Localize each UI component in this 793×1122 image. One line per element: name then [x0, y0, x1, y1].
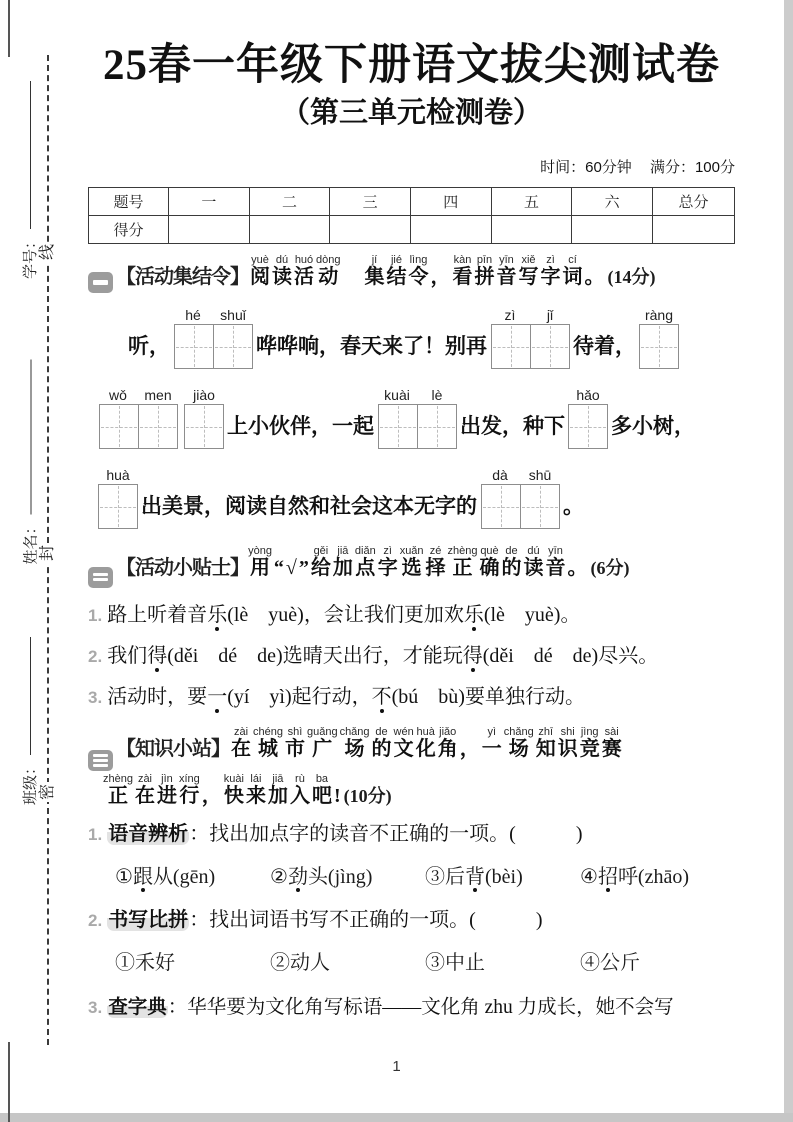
pinyin-row [173, 307, 253, 323]
ruby-char: 音yīn [545, 545, 566, 579]
writing-box-group [639, 307, 679, 369]
score-input-cell[interactable] [330, 216, 411, 244]
question-item [88, 995, 735, 1021]
tianzige-box[interactable] [530, 324, 570, 369]
writing-box-group [480, 467, 560, 529]
text-run: (děi dé de)选晴天出行，才能玩 [167, 644, 463, 667]
sentence-text: 出发，种下 [460, 414, 565, 438]
ruby-char: 令lìng [408, 254, 429, 288]
text-run: ④公斤 [580, 951, 640, 974]
exam-meta [88, 156, 735, 177]
ruby-char: 场chǎng [339, 725, 370, 760]
boxes-row [639, 324, 679, 369]
question-item [88, 643, 735, 670]
score-header-cell: 五 [491, 188, 572, 216]
dotted-char: 背 [465, 860, 485, 889]
ruby-char: √ [285, 557, 297, 579]
option [115, 860, 270, 889]
name-label [20, 345, 41, 565]
fill-line-1 [128, 307, 735, 369]
ruby-char: 城chéng [253, 725, 283, 760]
text-run: ① [115, 865, 133, 888]
ruby-char: 正zhèng [447, 545, 478, 579]
question-item [88, 602, 735, 629]
student-id-blank[interactable] [30, 81, 31, 229]
page-number: 1 [392, 1058, 401, 1075]
score-input-cell[interactable] [572, 216, 653, 244]
boxes-row [184, 404, 224, 449]
ruby-char: 市shì [284, 725, 305, 760]
section-1-instruction [249, 254, 605, 288]
item-label: 查字典 [108, 996, 167, 1018]
text-run: ② [270, 865, 288, 888]
ruby-char: 吧ba [311, 772, 332, 807]
dotted-char: 乐 [463, 603, 484, 626]
text-run: 头(jìng) [307, 865, 373, 888]
score-header-cell: 一 [169, 188, 250, 216]
boxes-row [174, 324, 253, 369]
ruby-char: 集jí [364, 254, 385, 288]
pinyin-row [480, 467, 560, 483]
score-header-cell: 总分 [653, 188, 735, 216]
sentence-text: 听， [128, 334, 170, 358]
score-row-label: 得分 [89, 216, 169, 244]
ruby-char: 给gěi [310, 545, 331, 579]
score-input-cell[interactable] [491, 216, 572, 244]
writing-box-group [173, 307, 253, 369]
paper-subtitle: （第三单元检测卷） [280, 97, 542, 129]
section-2-tag: 【活动小贴士】 [116, 557, 249, 579]
question-item [88, 907, 735, 934]
section-3-icon [88, 750, 113, 771]
ruby-char: 动dòng [316, 254, 341, 288]
pinyin-label: men [144, 387, 172, 403]
ruby-char: 点diǎn [354, 545, 376, 579]
question-item [88, 821, 735, 848]
question-item [88, 684, 735, 711]
scan-line-bottom-left [8, 1042, 10, 1122]
item-text [107, 686, 585, 708]
section-2-icon [88, 567, 113, 588]
student-id-label [19, 66, 40, 279]
tianzige-box[interactable] [99, 404, 139, 449]
sentence-text: 上小伙伴，一起 [227, 414, 374, 438]
exam-full-score: 满分：100分 [649, 159, 735, 176]
ruby-char: 角jiǎo [437, 725, 458, 760]
score-input-cell[interactable] [410, 216, 491, 244]
ruby-char: 广guǎng [306, 725, 338, 760]
tianzige-box[interactable] [174, 324, 214, 369]
name-blank[interactable] [31, 359, 32, 514]
section-3-instruction-line1 [230, 725, 623, 760]
option [270, 860, 425, 889]
writing-box-group [568, 387, 608, 449]
text-run: 呼(zhāo) [617, 865, 690, 888]
tianzige-box[interactable] [568, 404, 608, 449]
writing-box-group [98, 387, 178, 449]
pinyin-label: huà [106, 467, 130, 483]
tianzige-box[interactable] [138, 404, 178, 449]
text-run: 活动时，要 [107, 685, 208, 708]
sentence-text: 哗哗响，春天来了！别再 [256, 334, 487, 358]
boxes-row [378, 404, 457, 449]
item-text [107, 604, 580, 626]
ruby-char: 文wén [393, 725, 414, 760]
item-number: 3. [88, 997, 103, 1017]
ruby-char: 选xuǎn [399, 545, 424, 579]
text-run: (bú bù)要单独行动。 [391, 685, 585, 708]
tianzige-box[interactable] [491, 324, 531, 369]
section-1-points: (14分) [607, 267, 656, 287]
item-number: 1. [88, 605, 103, 625]
ruby-char: 赛sài [601, 725, 622, 760]
dotted-char: 招 [598, 860, 618, 889]
item-number: 1. [88, 824, 103, 844]
ruby-char: 。 [584, 266, 605, 288]
option [580, 946, 640, 975]
ruby-char: 阅yuè [250, 254, 270, 288]
ruby-char: ! [333, 784, 341, 807]
boxes-row [568, 404, 608, 449]
score-header-cell: 题号 [89, 188, 169, 216]
item-label: 语音辨析 [108, 822, 189, 845]
section-1-tag: 【活动集结令】 [116, 266, 249, 288]
text-run: ④ [580, 865, 598, 888]
dotted-char: 一 [207, 685, 228, 708]
ruby-char: 场chǎng [503, 725, 534, 760]
scan-edge-right [784, 0, 793, 1122]
pinyin-row [490, 307, 570, 323]
ruby-char: 知zhī [535, 725, 556, 760]
text-run: (lè yuè)。 [483, 603, 581, 626]
text-run: ②动人 [270, 951, 330, 974]
pinyin-label: shū [528, 467, 552, 483]
pinyin-label: zì [504, 307, 516, 323]
tianzige-box[interactable] [184, 404, 224, 449]
pinyin-row [568, 387, 608, 403]
ruby-char: 。 [567, 557, 588, 579]
text-run: 从(gēn) [152, 865, 216, 888]
pinyin-row [184, 387, 224, 403]
ruby-char: 确què [479, 545, 500, 579]
ruby-char: 看kàn [452, 254, 473, 288]
option [115, 946, 270, 975]
score-input-cell[interactable] [653, 216, 735, 244]
ruby-char: 用yòng [248, 545, 272, 579]
item-number: 2. [88, 646, 103, 666]
seal-char-xian: 线 [36, 242, 60, 262]
boxes-row [99, 404, 178, 449]
dotted-char: 跟 [133, 860, 153, 889]
ruby-char: 化huà [415, 725, 436, 760]
exam-time: 时间：60分钟 [540, 159, 632, 176]
text-run: (děi dé de)尽兴。 [482, 644, 659, 667]
dotted-char: 劲 [288, 860, 308, 889]
ruby-char: 字zì [377, 545, 398, 579]
section-2-instruction [248, 545, 589, 579]
ruby-char: 择zé [425, 545, 446, 579]
section-3-header-line2 [102, 773, 735, 807]
dotted-char: 不 [371, 685, 392, 708]
pinyin-label: dà [492, 467, 508, 483]
ruby-char: 竞jìng [579, 725, 600, 760]
section-2-items [88, 602, 735, 711]
item-number: 3. [88, 687, 103, 707]
section-2-header [88, 545, 735, 588]
section-3-header [88, 726, 735, 771]
class-blank[interactable] [30, 637, 31, 755]
ruby-char: 拼pīn [474, 254, 495, 288]
ruby-char: 读dú [523, 545, 544, 579]
pinyin-label: shuǐ [220, 307, 246, 323]
ruby-char: ， [459, 737, 480, 760]
fill-line-2 [95, 387, 735, 449]
ruby-char: 的de [501, 545, 522, 579]
text-run: ③中止 [425, 951, 485, 974]
dotted-char: 得 [147, 644, 168, 667]
writing-box-group [98, 467, 138, 529]
item-number: 2. [88, 910, 103, 930]
score-table-score-row [89, 216, 735, 244]
ruby-char: 读dú [272, 254, 292, 288]
tianzige-box[interactable] [520, 484, 560, 529]
section-3-instruction-line2 [102, 772, 342, 807]
section-3-tag: 【知识小站】 [116, 737, 230, 760]
scan-edge-bottom [0, 1113, 793, 1122]
pinyin-label: kuài [384, 387, 410, 403]
option [425, 860, 580, 889]
ruby-char: 来lái [245, 772, 266, 807]
ruby-char: 加jiā [267, 772, 288, 807]
class-text: 班级： [23, 759, 39, 805]
ruby-char: 活huó [294, 254, 314, 288]
ruby-char: 字zì [540, 254, 561, 288]
dotted-char: 得 [462, 644, 483, 667]
score-header-cell: 二 [249, 188, 330, 216]
ruby-char: ” [298, 557, 309, 579]
sentence-text: 待着， [573, 334, 636, 358]
boxes-row [491, 324, 570, 369]
text-run: (lè yuè)，会让我们更加欢 [227, 603, 464, 626]
text-run: ③后 [425, 865, 465, 888]
score-table [88, 187, 735, 244]
options-row-1 [115, 860, 735, 889]
score-header-cell: 三 [330, 188, 411, 216]
pinyin-label: jǐ [546, 307, 554, 323]
section-1-icon [88, 272, 113, 293]
score-header-cell: 四 [410, 188, 491, 216]
ruby-char [342, 266, 362, 288]
name-text: 姓名： [23, 519, 40, 565]
option [270, 946, 425, 975]
pinyin-label: ràng [644, 307, 674, 323]
pinyin-label: hé [185, 307, 201, 323]
pinyin-row [98, 467, 138, 483]
sentence-text: 出美景，阅读自然和社会这本无字的 [141, 494, 477, 518]
option [580, 860, 689, 889]
tianzige-box[interactable] [639, 324, 679, 369]
item-text [107, 645, 658, 667]
paper-body [88, 40, 735, 1021]
ruby-char: 一yì [481, 725, 502, 760]
ruby-char: 快kuài [223, 772, 244, 807]
pinyin-label: hǎo [576, 387, 600, 403]
ruby-char: ， [430, 266, 451, 288]
item-text: ：找出加点字的读音不正确的一项。( ) [189, 822, 583, 845]
ruby-char: 正zhèng [103, 772, 133, 807]
pinyin-row [639, 307, 679, 323]
ruby-char: 在zài [231, 725, 251, 760]
tianzige-box[interactable] [378, 404, 418, 449]
ruby-char: “ [273, 557, 284, 579]
ruby-char: 词cí [562, 254, 583, 288]
item-label: 书写比拼 [108, 908, 189, 931]
sentence-text: 。 [563, 494, 584, 518]
ruby-char: 行xíng [178, 772, 200, 807]
item-text: ：华华要为文化角写标语——文化角 zhu 力成长，她不会写 [167, 996, 674, 1018]
options-row-2 [115, 946, 735, 975]
pinyin-row [377, 387, 457, 403]
score-input-cell[interactable] [169, 216, 250, 244]
ruby-char: 进jìn [156, 772, 177, 807]
seal-char-feng: 封 [36, 543, 60, 563]
writing-box-group [184, 387, 224, 449]
ruby-char: 写xiě [518, 254, 539, 288]
text-run: 我们 [107, 644, 148, 667]
writing-box-group [490, 307, 570, 369]
score-header-cell: 六 [572, 188, 653, 216]
score-table-header-row [89, 188, 735, 216]
tianzige-box[interactable] [213, 324, 253, 369]
pinyin-row [98, 387, 178, 403]
boxes-row [481, 484, 560, 529]
tianzige-box[interactable] [98, 484, 138, 529]
tianzige-box[interactable] [417, 404, 457, 449]
ruby-char: 的de [371, 725, 392, 760]
tianzige-box[interactable] [481, 484, 521, 529]
item-text: ：找出词语书写不正确的一项。( ) [189, 908, 543, 931]
dotted-char: 乐 [207, 603, 228, 626]
paper-title: 25春一年级下册语文拔尖测试卷 [103, 42, 720, 89]
ruby-char: ， [201, 784, 222, 807]
text-run: ①禾好 [115, 951, 175, 974]
ruby-char: 在zài [134, 772, 155, 807]
sentence-text: 多小树， [611, 414, 695, 438]
class-label [19, 628, 40, 805]
fill-line-3 [95, 467, 735, 529]
section-3-points: (10分) [343, 785, 392, 806]
ruby-char: 结jié [386, 254, 407, 288]
section-2-points: (6分) [590, 558, 630, 578]
scan-line-top-left [8, 0, 10, 57]
text-run: (yí yì)起行动， [227, 685, 372, 708]
student-id-text: 学号： [23, 233, 39, 279]
boxes-row [98, 484, 138, 529]
pinyin-label: jiào [193, 387, 215, 403]
text-run: 路上听着音 [107, 603, 208, 626]
ruby-char: 加jiā [332, 545, 353, 579]
option [425, 946, 580, 975]
score-input-cell[interactable] [249, 216, 330, 244]
writing-box-group [377, 387, 457, 449]
ruby-char: 入rù [289, 772, 310, 807]
section-1-header [88, 254, 735, 293]
seal-char-mi: 密 [36, 782, 60, 802]
pinyin-label: lè [431, 387, 443, 403]
ruby-char: 音yīn [496, 254, 517, 288]
ruby-char: 识shi [557, 725, 578, 760]
text-run: (bèi) [485, 865, 523, 888]
pinyin-label: wǒ [109, 387, 127, 403]
